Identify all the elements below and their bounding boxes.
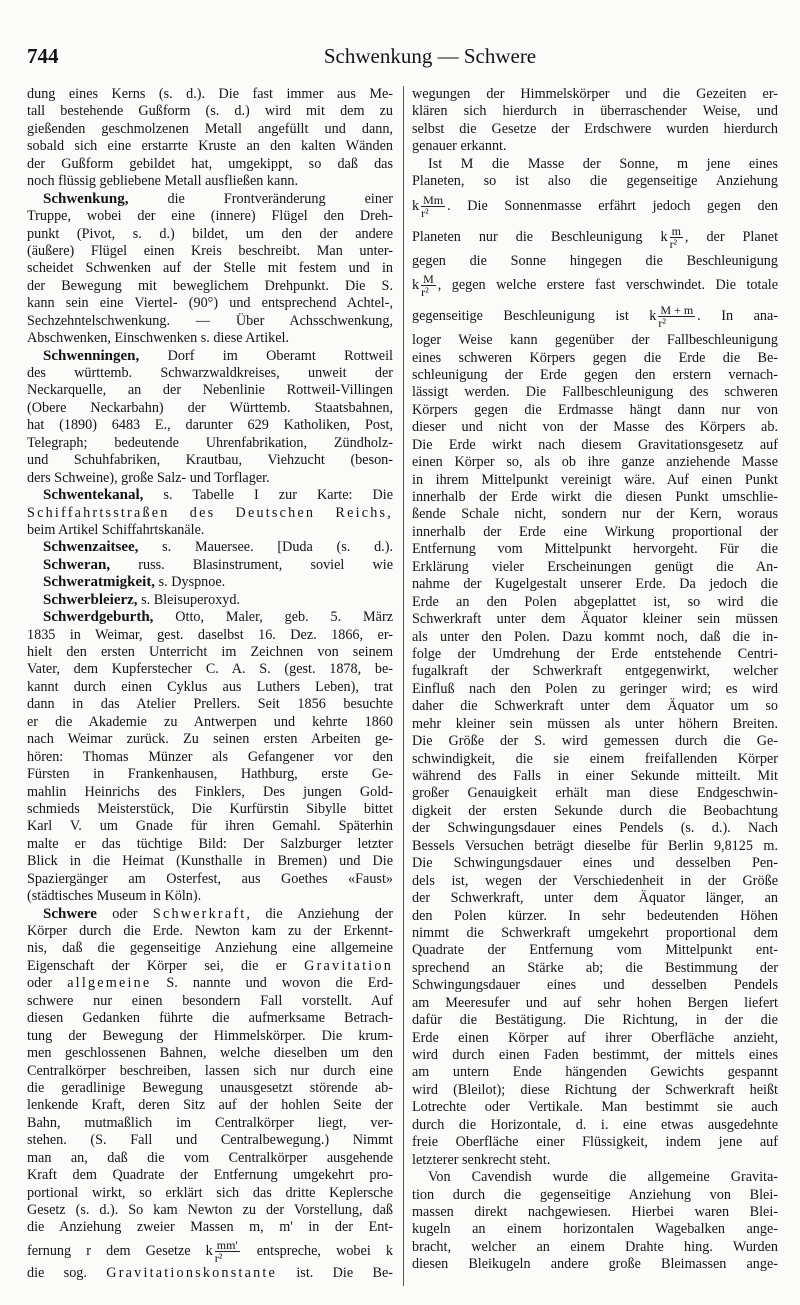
text-line: wird durch einen Faden bestimmt, der mittels eines [412, 1047, 778, 1063]
text-line: Schwentekanal, s. Tabelle I zur Karte: Die [43, 487, 393, 504]
text-line: Erde einen Körper auf ihrer Oberfläche anzieht, [412, 1029, 778, 1046]
text-line: schleunigung der Erde gegen den erstern vernach- [412, 366, 778, 383]
page-number: 744 [27, 44, 59, 68]
text-line: während des Falls in einer Sekunde mitteilt. Mit [412, 768, 778, 784]
text-line: ßende Schale nicht, sondern nur der Kern, woraus [412, 506, 778, 523]
text-line: Vater, dem Kupferstecher C. A. S. (gest. 1878, be- [27, 661, 393, 678]
text-line: (städtisches Museum in Köln). [27, 888, 202, 905]
text-line: Die Erde wirkt nach diesem Gravitationsgesetz auf [412, 436, 778, 453]
text-line: nahme der Kugelgestalt unserer Erde. Da jedoch die [412, 576, 778, 593]
text-line: Entfernung vom Mittelpunkt hervorgeht. Für die [412, 541, 778, 558]
text-line: der Bewegung mit beweglichem Drehpunkt. Die S. [27, 277, 393, 294]
text-line: innerhalb der Erde wirkt die diesen Punkt umschlie- [412, 489, 778, 505]
text-line: wird (Bleilot); diese Richtung der Schwerkraft heißt [412, 1081, 778, 1098]
headword: Schwerdgeburth, [43, 609, 154, 626]
fraction-denominator: r² [669, 236, 678, 251]
text-line: großer Genauigkeit erhält man diese Endgeschwin- [412, 785, 778, 802]
text-line: lenkende Kraft, deren Sitz auf der hohlen Seite der [27, 1097, 393, 1114]
text-line: dung eines Kerns (s. d.). Die fast immer aus Me- [27, 86, 393, 102]
text-line: die sog. Gravitationskonstante ist. Die Be- [27, 1264, 393, 1281]
text-line: Gesetz (s. d.). So kam Newton zu der Vorstellung, daß [27, 1202, 393, 1218]
text-line: nis, daß die gegenseitige Anziehung eine allgemeine [27, 940, 393, 957]
text-line: Kraft dem Quadrate der Entfernung umgekehrt pro- [27, 1167, 393, 1184]
text-line: sobald sich eine erstarrte Kruste an den kalten Wänden [27, 138, 393, 155]
text-line: in ihrem Mittelpunkt vereinigt wäre. Auf einen Punkt [412, 471, 778, 488]
text-line: k $\frac{M}{\text{r²}}$ , gegen welche erstere fast verschwindet. Die totale [412, 272, 778, 300]
text-line: Bessels Versuchen beträgt dieselbe für Berlin 9,8125 m. [412, 837, 778, 854]
text-line: Schwere oder Schwerkraft, die Anziehung der [43, 905, 393, 922]
text-line: kann sein eine Viertel- (90°) und entsprechend Achtel-, [27, 295, 393, 312]
text-line: gegenseitige Beschleunigung ist k $\frac{M + m}{\text{r²}}$ . In ana- [412, 303, 778, 331]
text-line: portional wirkt, so erklärt sich das dritte Keplersche [27, 1184, 393, 1201]
text-line: am Meeresufer und auf sehr hohen Bergen liefert [412, 994, 778, 1011]
text-line: oder allgemeine S. nannte und wovon die Erd- [27, 975, 393, 992]
headword: Schwerbleierz, [43, 591, 138, 608]
text-line: massen direkt nachgewiesen. Hierbei waren Blei- [412, 1203, 778, 1220]
text-line: Von Cavendish wurde die allgemeine Gravita- [428, 1169, 778, 1186]
text-line: Sechzehntelschwenkung. — Über Achsschwenkung, [27, 312, 393, 329]
text-line: tion durch die gegenseitige Anziehung von Blei- [412, 1186, 778, 1203]
text-line [27, 505, 393, 522]
text-line: Körpers gegen die Erdmasse hängt dann nur von [412, 401, 778, 418]
text-line: Eigenschaft der Körper sei, die er Gravitation [27, 957, 393, 974]
fraction-numerator: Mm [423, 192, 444, 207]
formula-fraction [670, 225, 683, 250]
text-line: durch die Horizontale, d. i. eine etwas ausgedehnte [412, 1116, 778, 1133]
spaced-emphasis: allgemeine [67, 975, 152, 992]
text-line: tall bestehende Gußform (s. d.) wird mit dem zu [27, 103, 393, 120]
text-line: Centralkörper beschreiben, lassen sich nur durch eine [27, 1062, 393, 1079]
text-line: eines schweren Körpers gegen die Erde die Be- [412, 349, 778, 366]
formula-fraction [215, 1239, 240, 1264]
text-line: Spaziergänger am Osterfest, aus Goethes «Faust» [27, 870, 393, 887]
text-line: Schwenzaitsee, s. Mauersee. [Duda (s. d.). [43, 539, 393, 556]
headword: Schweran, [43, 556, 111, 573]
headword: Schweratmigkeit, [43, 574, 156, 591]
headword: Schwentekanal, [43, 487, 144, 504]
text-line: Telegraph; bedeutende Uhrenfabrikation, Zündholz- [27, 434, 393, 451]
text-line: den Polen kürzer. In sehr bedeutenden Höhen [412, 907, 778, 924]
text-line: loger Weise kann gegenüber der Fallbeschleunigung [412, 332, 778, 349]
text-line: folge der Umdrehung der Erde entstehende Centri- [412, 645, 778, 662]
running-title: Schwenkung — Schwere [323, 44, 537, 68]
fraction-denominator: r² [214, 1251, 223, 1265]
text-line: Schwenningen, Dorf im Oberamt Rottweil [43, 347, 393, 364]
text-column-left [27, 86, 393, 1282]
fraction-denominator: r² [421, 205, 429, 220]
text-line: stehen. (S. Fall und Centralbewegung.) Nimmt [27, 1132, 393, 1149]
text-line: dieser und nicht von der Masse des Körpers ab. [412, 419, 778, 436]
text-line: noch flüssig gebliebene Metall ausfließen kann. [27, 173, 299, 190]
text-line: dafür die Bestätigung. Die Richtung, in der die [412, 1012, 778, 1029]
text-line: wegungen der Himmelskörper und die Gezeiten er- [412, 86, 778, 102]
text-line: Schweran, russ. Blasinstrument, soviel wie [43, 556, 393, 573]
text-column-right [412, 86, 778, 1274]
text-line: tung der Bewegung der Himmelskörper. Die krum- [27, 1027, 393, 1044]
text-line: letzterer senkrecht steht. [412, 1151, 551, 1168]
fraction-denominator: r² [421, 285, 429, 300]
text-line: fugalkraft der Schwerkraft entgegenwirkt, welcher [412, 663, 778, 680]
text-line: gegen die Sonne hingegen die Beschleunigung [412, 252, 778, 269]
text-line: dann in das Atelier Prellers. Seit 1856 besuchte [27, 696, 393, 713]
text-line: (äußere) Flügel einen Kreis beschreibt. Man unter- [27, 242, 393, 259]
text-line: Karl V. um Gnade für ihren Gemahl. Späterhin [27, 818, 393, 835]
text-line: Einfluß nach den Polen zu geringer wird; es wird [412, 680, 778, 697]
text-line: daher die Schwerkraft unter dem Äquator um so [412, 698, 778, 715]
text-line: Schwerdgeburth, Otto, Maler, geb. 5. März [43, 609, 393, 626]
text-line: hielt den ersten Unterricht im Zeichnen von seinem [27, 644, 393, 660]
fraction-numerator: mm' [216, 1238, 238, 1253]
headword: Schwenningen, [43, 347, 140, 364]
text-line: einen Körper so, als ob ihre ganze anziehende Masse [412, 454, 778, 471]
text-line: nach Weimar zurück. Zu seinen ersten Arbeiten ge- [27, 731, 393, 748]
text-line: innerhalb der Erde eine Wirkung proportional der [412, 523, 778, 540]
text-line: Bahn, mutmaßlich im Centralkörper liegt, ver- [27, 1114, 393, 1131]
text-line: als unter den Polen. Dazu kommt noch, daß die in- [412, 628, 778, 645]
spaced-emphasis: Schiffahrtsstraßen des Deutschen Reichs, [27, 504, 393, 521]
text-line: des württemb. Schwarzwaldkreises, unweit der [27, 365, 393, 381]
text-line: hat (1890) 6483 E., darunter 629 Katholiken, Post, [27, 417, 393, 434]
text-line: ders Schweine), große Salz- und Torflager. [27, 469, 270, 486]
text-line: diesen Gedanken führte die aufmerksame Betrach- [27, 1010, 393, 1027]
text-line: am untern Ende hängenden Gewichts gespannt [412, 1064, 778, 1081]
text-line: Schwerbleierz, s. Bleisuperoxyd. [43, 591, 241, 608]
fraction-numerator: m [671, 223, 681, 238]
spaced-emphasis: Gravitation [304, 957, 393, 974]
text-line: der Gußform gebildet hat, umgekippt, so daß das [27, 155, 393, 172]
text-line: Quadrate der Entfernung vom Mittelpunkt ent- [412, 942, 778, 959]
text-line: digkeit der ersten Sekunde durch die Beobachtung [412, 802, 778, 819]
text-line: diesen Bleikugeln andere große Bleimassen ange- [412, 1256, 778, 1273]
spaced-emphasis: Schwerkraft [152, 905, 247, 922]
text-line: schwindigkeit, die sie einem freifallenden Körper [412, 750, 778, 767]
text-line: selbst die Gesetze der Erdschwere wurden hierdurch [412, 120, 778, 137]
text-line: Schwingungsdauer eines und desselben Pendels [412, 977, 778, 994]
text-line: Erde an den Polen abgeplattet ist, so wird die [412, 593, 778, 610]
text-line: Körper durch die Erde. Newton kam zu der Erkennt- [27, 923, 393, 939]
text-line: kugeln an einem horizontalen Wagebalken ange- [412, 1221, 778, 1238]
text-line: gießenden geschmolzenen Metall angefüllt und dann, [27, 120, 393, 137]
text-line: man an, daß die vom Centralkörper ausgehende [27, 1149, 393, 1166]
text-line: Schwenkung, die Frontveränderung einer [43, 190, 393, 207]
text-line: Planeten, so ist also die gegenseitige Anziehung [412, 173, 778, 190]
fraction-denominator: r² [658, 316, 666, 331]
text-line: nimmt die Schwerkraft umgekehrt proportional dem [412, 924, 778, 941]
text-line: kannt durch einen Cyklus aus Luthers Leben), trat [27, 678, 393, 695]
text-line: Neckarquelle, an der Nebenlinie Rottweil-Villingen [27, 382, 393, 399]
text-line: schwere nur einen besondern Fall vorstellt. Auf [27, 992, 393, 1009]
text-line: lässigt werden. Die Fallbeschleunigung des schweren [412, 384, 778, 401]
text-line: (Obere Neckarbahn) der Württemb. Staatsbahnen, [27, 399, 393, 416]
text-line: Fürsten in Frankenhausen, Hathburg, erste Ge- [27, 766, 393, 783]
text-line: Blick in die Heimat (Kunsthalle in Bremen) und Die [27, 853, 393, 870]
text-line: Erklärung vieler Erscheinungen genügt die An- [412, 558, 778, 575]
formula-fraction [658, 304, 695, 329]
column-divider [403, 86, 404, 1286]
text-line: mahlin Heinrichs des Finklers, Des jungen Gold- [27, 783, 393, 800]
headword: Schwenkung, [43, 190, 129, 207]
text-line: bracht, welcher an einem Drahte hing. Wurden [412, 1238, 778, 1255]
text-line: 1835 in Weimar, gest. daselbst 16. Dez. 1866, er- [27, 626, 393, 643]
formula-fraction [421, 273, 436, 298]
text-line: mehr kleiner sein müssen als unter höhern Breiten. [412, 715, 778, 732]
text-line: die geradlinige Bewegung unausgesetzt störende ab- [27, 1079, 393, 1096]
text-line: malte er das tüchtige Bild: Der Salzburger letzter [27, 835, 393, 852]
text-line: genauer erkannt. [412, 138, 507, 155]
text-line: dels ist, wegen der Verschiedenheit in der Größe [412, 872, 778, 889]
text-line: Truppe, wobei der eine (innere) Flügel den Dreh- [27, 208, 393, 225]
text-line: scheidet Schwenken auf der Stelle mit festem und in [27, 260, 393, 277]
text-line: k $\frac{Mm}{\text{r²}}$ . Die Sonnenmasse erfährt jedoch gegen den [412, 192, 778, 220]
text-line: der Schwerkraft, unter dem Äquator länger, an [412, 890, 778, 907]
text-line: der Schwingungsdauer eines Pendels (s. d.). Nach [412, 820, 778, 837]
text-line: Planeten nur die Beschleunigung k $\frac{m}{\text{r²}}$ , der Planet [412, 223, 778, 251]
text-line: schmieds Meisterstück, Die Kurfürstin Sibylle bittet [27, 800, 393, 817]
text-line: Die Größe der S. wird gemessen durch die Ge- [412, 733, 778, 750]
formula-fraction [421, 194, 445, 219]
fraction-numerator: M + m [660, 303, 694, 318]
text-line: er die Akademie zu Antwerpen und kehrte 1860 [27, 713, 393, 730]
headword: Schwere [43, 905, 97, 922]
headword: Schwenzaitsee, [43, 539, 139, 556]
text-line: punkt (Pivot, s. d.) bildet, um den der andere [27, 225, 393, 242]
text-line: men geschlossenen Bahnen, welche dieselben um den [27, 1045, 393, 1062]
text-line: Abschwenken, Einschwenken s. diese Artikel. [27, 330, 290, 347]
text-line: klären sich hierdurch in überraschender Weise, und [412, 103, 778, 120]
text-line: freie Oberfläche einer Flüssigkeit, indem jene auf [412, 1134, 778, 1151]
text-line: Lotrechte oder Vertikale. Man bestimmt sie auch [412, 1099, 778, 1116]
text-line: hören: Thomas Münzer als Gefangener vor den [27, 748, 393, 765]
text-line: Ist M die Masse der Sonne, m jene eines [428, 155, 778, 172]
text-line: beim Artikel Schiffahrtskanäle. [27, 521, 205, 538]
spaced-emphasis: Gravitationskonstante [106, 1264, 278, 1281]
text-line: und Schuhfabriken, Krautbau, Viehzucht (beson- [27, 452, 393, 469]
text-line: Schweratmigkeit, s. Dyspnoe. [43, 574, 226, 591]
text-line: die Anziehung zweier Massen m, m' in der Ent- [27, 1219, 393, 1236]
text-line: Die Schwingungsdauer eines und desselben Pen- [412, 855, 778, 872]
text-line: sprechend an Stärke ab; die Bestimmung der [412, 959, 778, 976]
text-line: fernung r dem Gesetze k $\frac{mm'}{\text{r²}}$ entspreche, wobei k [27, 1238, 393, 1265]
text-line: Schwerkraft unter dem Äquator kleiner sein müssen [412, 611, 778, 628]
fraction-numerator: M [423, 272, 434, 287]
